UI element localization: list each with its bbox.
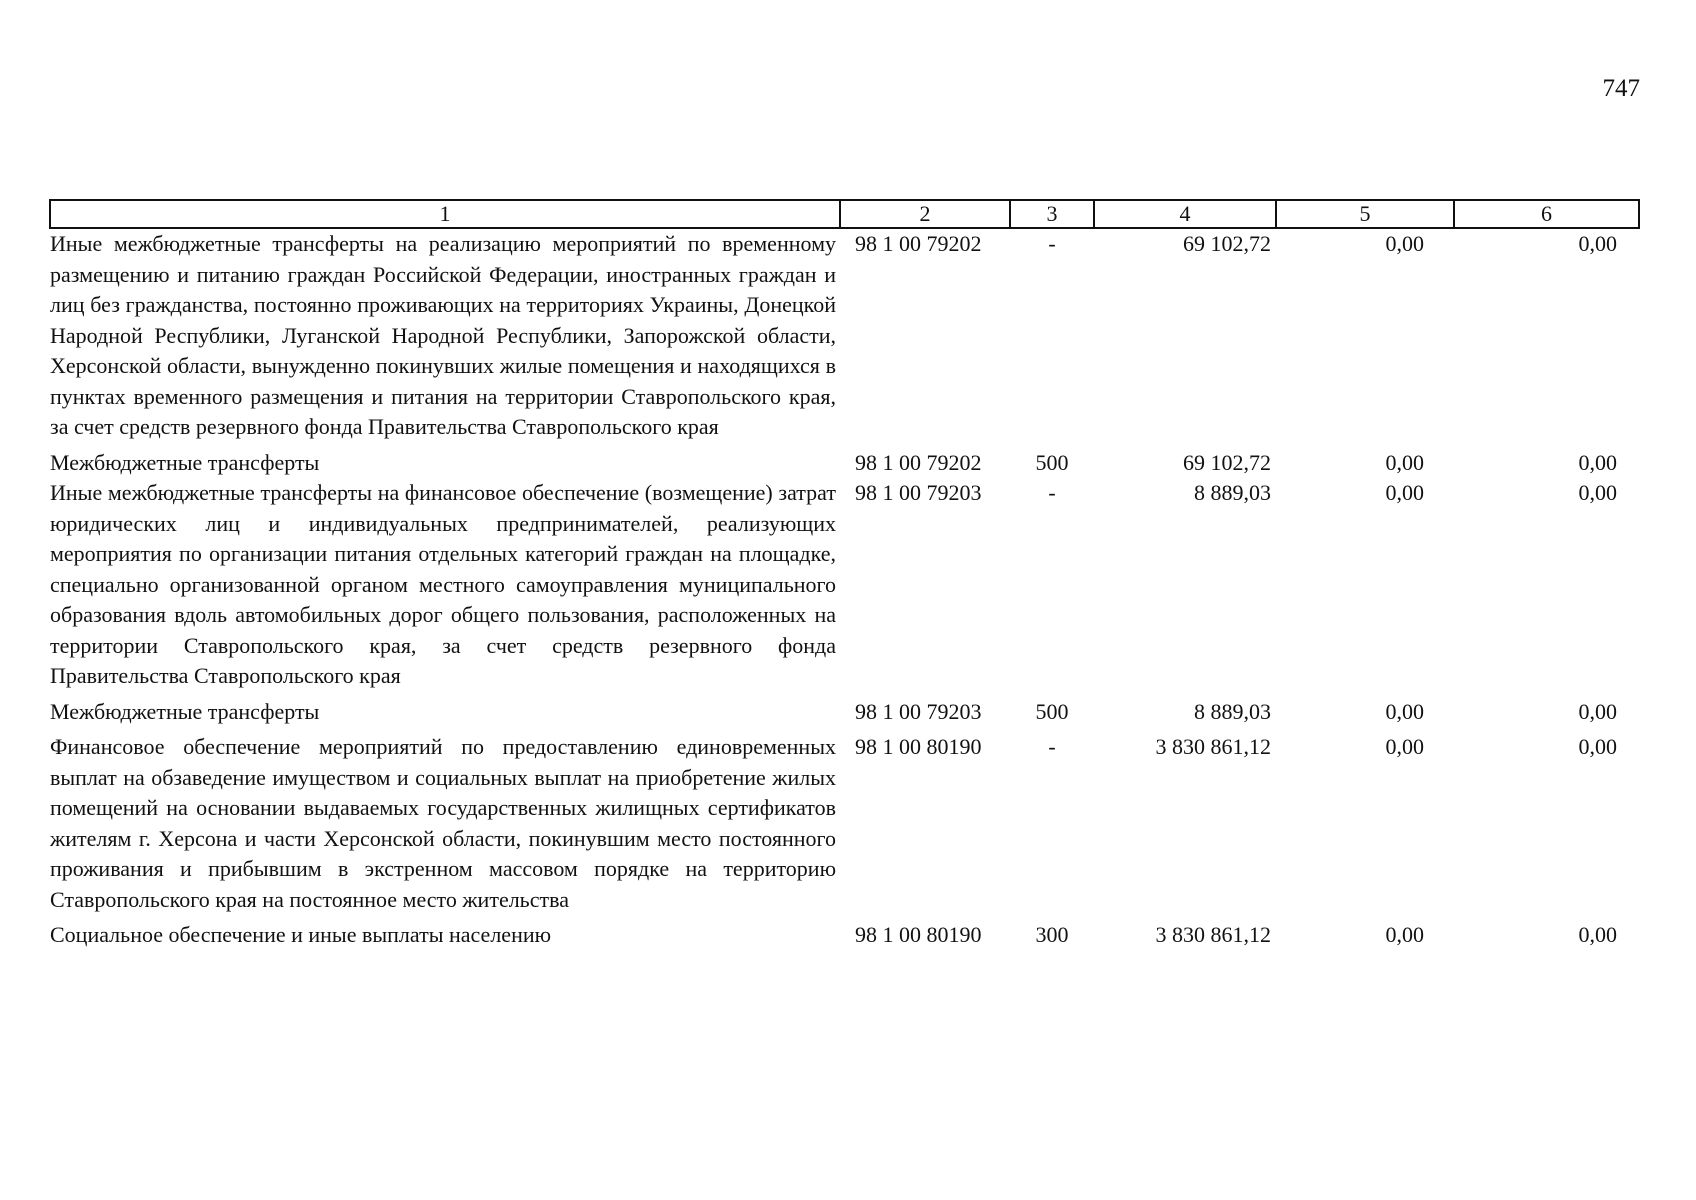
row-value-6: 0,00 (1578, 231, 1617, 256)
row-expense-type: - (1048, 231, 1056, 256)
page-number: 747 (1602, 75, 1640, 102)
row-name: Межбюджетные трансферты (50, 449, 320, 475)
row-name: Межбюджетные трансферты (50, 698, 320, 724)
column-header-3: 3 (1010, 200, 1094, 228)
row-expense-type: - (1048, 734, 1056, 759)
row-expense-type: - (1048, 480, 1056, 505)
table-row (50, 692, 1639, 728)
column-header-5: 5 (1276, 200, 1454, 228)
row-code: 98 1 00 79202 (855, 231, 982, 256)
row-expense-type: 500 (1035, 449, 1069, 475)
table-row (50, 228, 1639, 443)
table-row (50, 727, 1639, 915)
row-value-6: 0,00 (1578, 922, 1617, 947)
table-row (50, 443, 1639, 479)
column-header-6: 6 (1454, 200, 1639, 228)
table-row (50, 478, 1639, 692)
table-body (50, 228, 1639, 951)
row-value-4: 8 889,03 (1194, 698, 1271, 724)
row-value-6: 0,00 (1578, 734, 1617, 759)
row-name: Финансовое обеспечение мероприятий по предоставлению единовременных выплат на обзаведение имуществом и социальных выплат на приобретение жилых помещений на основании выдаваемых государственных жилищных сертификатов жителям г. Херсона и части Херсонской области, покинувшим место постоянного проживания и прибывшим в экстренном массовом порядке на территорию Ставропольского края на постоянное место жительства (50, 734, 836, 912)
row-value-5: 0,00 (1385, 734, 1424, 759)
row-value-5: 0,00 (1385, 231, 1424, 256)
column-header-2: 2 (840, 200, 1010, 228)
row-code: 98 1 00 79203 (855, 480, 982, 505)
row-name: Иные межбюджетные трансферты на финансовое обеспечение (возмещение) затрат юридических лиц и индивидуальных предпринимателей, реализующих мероприятия по организации питания отдельных категорий граждан на площадке, специально организованной органом местного самоуправления муниципального образования вдоль автомобильных дорог общего пользования, расположенных на территории Ставропольского края, за счет средств резервного фонда Правительства Ставропольского края (50, 480, 836, 688)
column-header-4: 4 (1094, 200, 1276, 228)
header-row (50, 200, 1639, 228)
row-value-5: 0,00 (1385, 449, 1424, 475)
row-code: 98 1 00 80190 (855, 922, 982, 947)
row-value-4: 69 102,72 (1183, 231, 1271, 256)
row-name: Социальное обеспечение и иные выплаты населению (50, 922, 552, 947)
row-code: 98 1 00 79202 (855, 449, 982, 475)
row-value-4: 3 830 861,12 (1155, 734, 1271, 759)
row-value-4: 3 830 861,12 (1155, 922, 1271, 947)
row-name: Иные межбюджетные трансферты на реализацию мероприятий по временному размещению и питанию граждан Российской Федерации, иностранных граждан и лиц без гражданства, постоянно проживающих на территориях Украины, Донецкой Народной Республики, Луганской Народной Республики, Запорожской области, Херсонской области, вынужденно покинувших жилые помещения и находящихся в пунктах временного размещения и питания на территории Ставропольского края, за счет средств резервного фонда Правительства Ставропольского края (50, 231, 836, 439)
row-expense-type: 300 (1035, 922, 1069, 947)
row-value-6: 0,00 (1578, 698, 1617, 724)
row-code: 98 1 00 80190 (855, 734, 982, 759)
column-header-1: 1 (50, 200, 840, 228)
row-value-4: 8 889,03 (1194, 480, 1271, 505)
row-value-5: 0,00 (1385, 480, 1424, 505)
row-value-6: 0,00 (1578, 449, 1617, 475)
row-value-6: 0,00 (1578, 480, 1617, 505)
budget-table (49, 199, 1640, 951)
row-expense-type: 500 (1035, 698, 1069, 724)
row-value-5: 0,00 (1385, 698, 1424, 724)
row-value-5: 0,00 (1385, 922, 1424, 947)
table-header (50, 200, 1639, 228)
row-value-4: 69 102,72 (1183, 449, 1271, 475)
table-row (50, 915, 1639, 951)
row-code: 98 1 00 79203 (855, 698, 982, 724)
